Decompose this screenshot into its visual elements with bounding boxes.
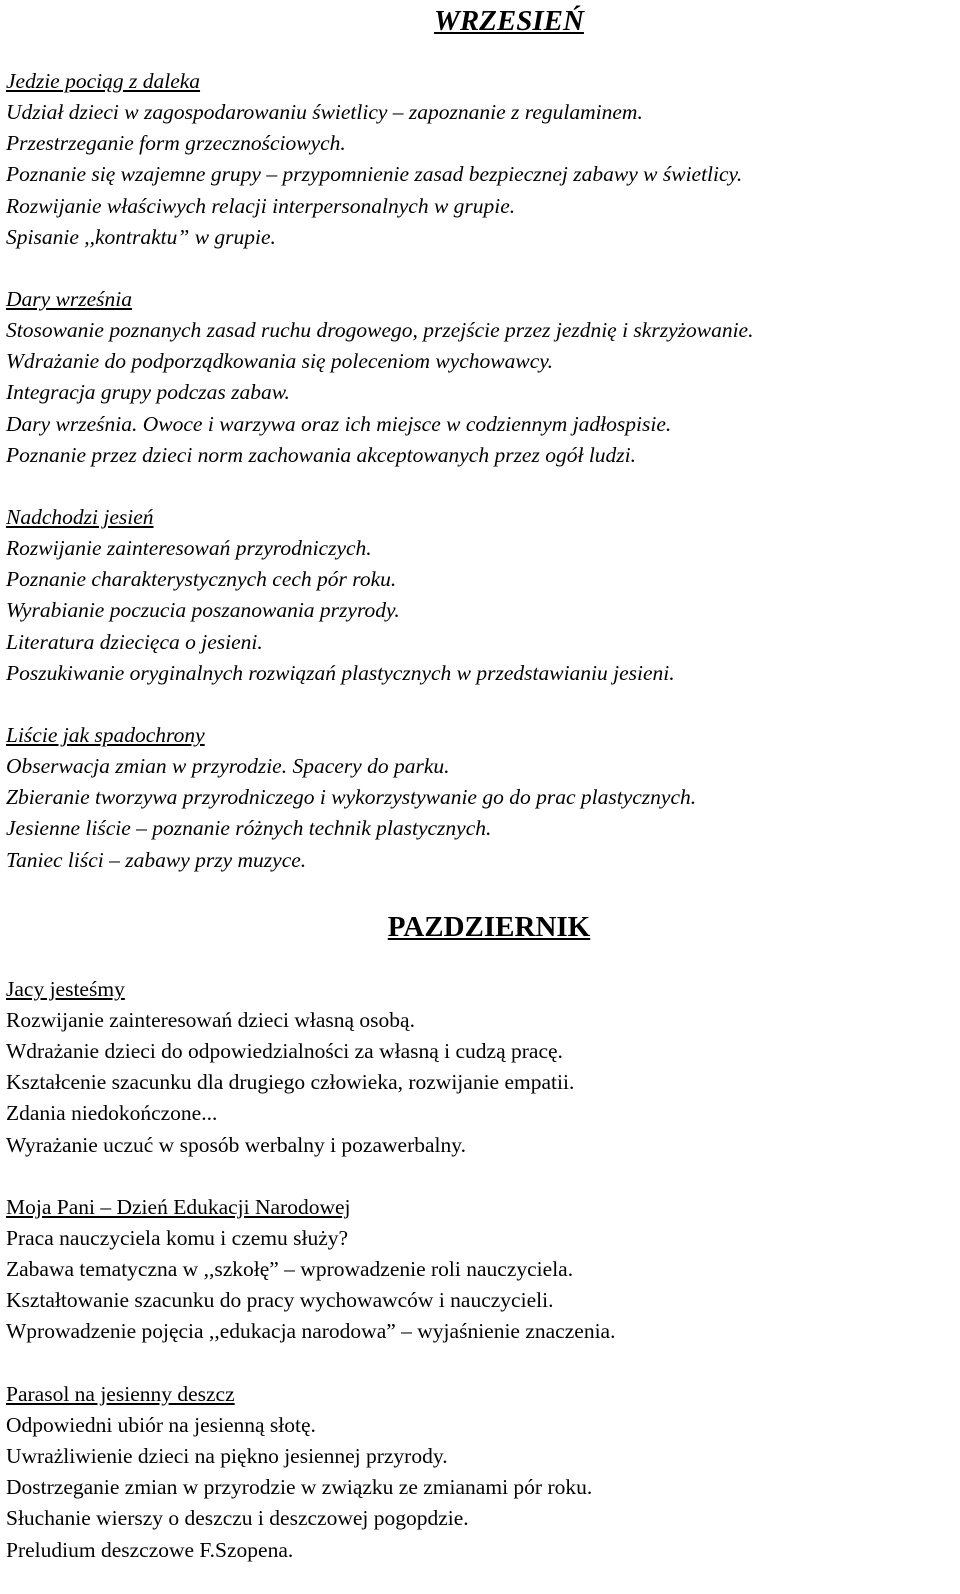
text-line: Uwrażliwienie dzieci na piękno jesiennej przyrody. xyxy=(6,1443,448,1468)
section-title: Nadchodzi jesień xyxy=(6,505,154,530)
month-title: WRZESIEŃ xyxy=(434,5,584,37)
section xyxy=(6,1192,952,1348)
text-line: Wyrabianie poczucia poszanowania przyrody. xyxy=(6,598,400,623)
text-line: Obserwacja zmian w przyrodzie. Spacery do parku. xyxy=(6,754,450,779)
section-title: Jacy jesteśmy xyxy=(6,976,125,1001)
section xyxy=(6,502,952,689)
section-title: Parasol na jesienny deszcz xyxy=(6,1381,235,1406)
text-line: Literatura dziecięca o jesieni. xyxy=(6,629,263,654)
text-line: Kształtowanie szacunku do pracy wychowawców i nauczycieli. xyxy=(6,1288,554,1313)
month-pazdziernik xyxy=(6,910,952,1566)
section-title: Moja Pani – Dzień Edukacji Narodowej xyxy=(6,1194,351,1219)
text-line: Stosowanie poznanych zasad ruchu drogowego, przejście przez jezdnię i skrzyżowanie. xyxy=(6,318,754,343)
section-title: Jedzie pociąg z daleka xyxy=(6,69,201,93)
section xyxy=(6,720,952,876)
section xyxy=(6,66,952,253)
text-line: Poszukiwanie oryginalnych rozwiązań plastycznych w przedstawianiu jesieni. xyxy=(6,660,675,685)
text-line: Poznanie charakterystycznych cech pór roku. xyxy=(6,567,397,592)
section-title: Liście jak spadochrony xyxy=(6,723,205,748)
text-line: Jesienne liście – poznanie różnych technik plastycznych. xyxy=(6,816,492,841)
text-line: Poznanie się wzajemne grupy – przypomnienie zasad bezpiecznej zabawy w świetlicy. xyxy=(6,162,743,187)
text-line: Kształcenie szacunku dla drugiego człowieka, rozwijanie empatii. xyxy=(6,1070,575,1095)
text-line: Rozwijanie zainteresowań dzieci własną osobą. xyxy=(6,1007,415,1032)
text-line: Poznanie przez dzieci norm zachowania akceptowanych przez ogół ludzi. xyxy=(6,442,637,467)
text-line: Preludium deszczowe F.Szopena. xyxy=(6,1537,294,1562)
text-line: Wprowadzenie pojęcia ,,edukacja narodowa” – wyjaśnienie znaczenia. xyxy=(6,1319,616,1344)
text-line: Wyrażanie uczuć w sposób werbalny i pozawerbalny. xyxy=(6,1132,466,1157)
month-title: PAZDZIERNIK xyxy=(387,910,591,943)
text-line: Praca nauczyciela komu i czemu służy? xyxy=(6,1225,349,1250)
text-line: Spisanie ,,kontraktu” w grupie. xyxy=(6,224,276,249)
text-line: Odpowiedni ubiór na jesienną słotę. xyxy=(6,1412,316,1437)
section xyxy=(6,284,952,471)
section xyxy=(6,974,952,1161)
text-line: Słuchanie wierszy o deszczu i deszczowej pogopdzie. xyxy=(6,1506,469,1531)
text-line: Dary września. Owoce i warzywa oraz ich miejsce w codziennym jadłospisie. xyxy=(6,411,672,436)
month-wrzesien xyxy=(6,4,952,876)
section-title: Dary września xyxy=(6,287,133,312)
text-line: Zbieranie tworzywa przyrodniczego i wykorzystywanie go do prac plastycznych. xyxy=(6,785,697,810)
text-line: Integracja grupy podczas zabaw. xyxy=(6,380,290,405)
text-line: Wdrażanie dzieci do odpowiedzialności za własną i cudzą pracę. xyxy=(6,1039,563,1064)
text-line: Taniec liści – zabawy przy muzyce. xyxy=(6,847,307,872)
text-line: Udział dzieci w zagospodarowaniu świetlicy – zapoznanie z regulaminem. xyxy=(6,100,643,124)
text-line: Dostrzeganie zmian w przyrodzie w związku ze zmianami pór roku. xyxy=(6,1475,593,1500)
document-page xyxy=(6,0,952,1566)
section xyxy=(6,1379,952,1566)
text-line: Rozwijanie właściwych relacji interpersonalnych w grupie. xyxy=(6,193,516,218)
text-line: Zabawa tematyczna w ,,szkołę” – wprowadzenie roli nauczyciela. xyxy=(6,1257,574,1282)
text-line: Przestrzeganie form grzecznościowych. xyxy=(6,131,346,156)
text-line: Wdrażanie do podporządkowania się poleceniom wychowawcy. xyxy=(6,349,553,374)
text-line: Zdania niedokończone... xyxy=(6,1101,218,1126)
text-line: Rozwijanie zainteresowań przyrodniczych. xyxy=(6,536,372,561)
